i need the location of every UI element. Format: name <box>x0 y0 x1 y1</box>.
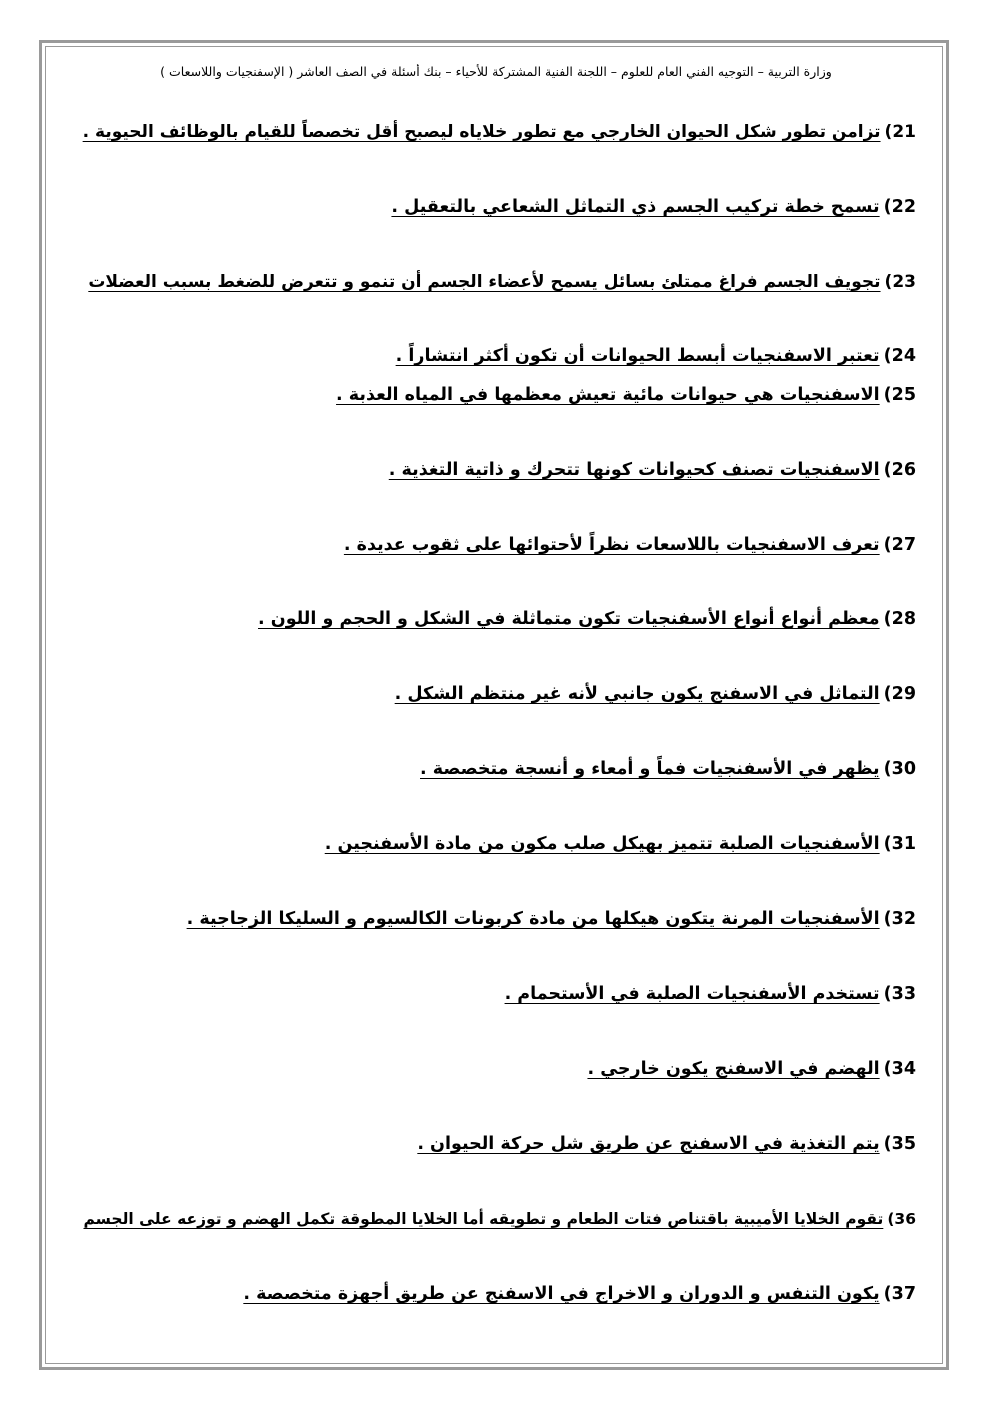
question-text: الاسفنجيات هي حيوانات مائية تعيش معظمها في المياه العذبة . <box>336 385 880 405</box>
question-26 <box>389 457 916 483</box>
question-27 <box>344 532 916 558</box>
question-32 <box>187 906 916 932</box>
question-number: 24) <box>883 346 916 366</box>
question-number: 31) <box>883 834 916 854</box>
question-28 <box>258 606 916 632</box>
question-25 <box>336 382 916 408</box>
question-31 <box>325 831 916 857</box>
question-number: 27) <box>883 535 916 555</box>
question-text: تجويف الجسم فراغ ممتلئ بسائل يسمح لأعضاء الجسم أن تنمو و تتعرض للضغط بسبب العضلات <box>88 272 881 292</box>
question-number: 29) <box>883 684 916 704</box>
question-number: 30) <box>883 759 916 779</box>
question-text: الهضم في الاسفنج يكون خارجي . <box>587 1059 880 1079</box>
question-29 <box>395 681 916 707</box>
question-number: 22) <box>883 197 916 217</box>
question-24 <box>396 343 916 369</box>
question-text: تقوم الخلايا الأميبية باقتناص فتات الطعام و تطويقه أما الخلايا المطوقة تكمل الهضم و توزعه على الجسم <box>83 1210 884 1228</box>
question-text: الاسفنجيات تصنف كحيوانات كونها تتحرك و ذاتية التغذية . <box>388 460 880 480</box>
question-22 <box>391 194 916 220</box>
question-number: 21) <box>884 122 916 142</box>
question-text: التماثل في الاسفنج يكون جانبي لأنه غير منتظم الشكل . <box>394 684 880 704</box>
question-number: 26) <box>883 460 916 480</box>
question-text: تعرف الاسفنجيات باللاسعات نظراً لأحتوائها على ثقوب عديدة . <box>343 535 880 555</box>
question-text: الأسفنجيات المرنة يتكون هيكلها من مادة كربونات الكالسيوم و السليكا الزجاجية . <box>186 909 880 929</box>
question-number: 34) <box>883 1059 916 1079</box>
question-21 <box>83 119 916 145</box>
question-number: 28) <box>883 609 916 629</box>
question-number: 35) <box>883 1134 916 1154</box>
question-text: يكون التنفس و الدوران و الاخراج في الاسفنج عن طريق أجهزة متخصصة . <box>243 1284 880 1304</box>
question-35 <box>417 1131 916 1157</box>
question-number: 36) <box>887 1210 916 1228</box>
question-number: 25) <box>883 385 916 405</box>
question-text: الأسفنجيات الصلبة تتميز بهيكل صلب مكون من مادة الأسفنجين . <box>324 834 880 854</box>
question-number: 33) <box>883 984 916 1004</box>
question-text: تزامن تطور شكل الحيوان الخارجي مع تطور خلاياه ليصبح أقل تخصصاً للقيام بالوظائف الحيوية . <box>82 122 881 142</box>
page-header: وزارة التربية – التوجيه الفني العام للعلوم – اللجنة الفنية المشتركة للأحياء – بنك أسئلة في الصف العاشر ( الإسفنجيات واللاسعات ) <box>160 64 832 79</box>
question-30 <box>420 756 916 782</box>
question-23 <box>88 269 916 295</box>
question-text: يظهر في الأسفنجيات فماً و أمعاء و أنسجة متخصصة . <box>420 759 880 779</box>
question-text: تعتبر الاسفنجيات أبسط الحيوانات أن تكون أكثر انتشاراً . <box>395 346 880 366</box>
question-37 <box>243 1281 916 1307</box>
question-33 <box>505 981 916 1007</box>
question-text: يتم التغذية في الاسفنج عن طريق شل حركة الحيوان . <box>417 1134 880 1154</box>
question-number: 37) <box>883 1284 916 1304</box>
question-text: تستخدم الأسفنجيات الصلبة في الأستحمام . <box>504 984 880 1004</box>
question-number: 32) <box>883 909 916 929</box>
question-text: تسمح خطة تركيب الجسم ذي التماثل الشعاعي بالتعقيل . <box>391 197 880 217</box>
question-number: 23) <box>884 272 916 292</box>
question-text: معظم أنواع أنواع الأسفنجيات تكون متماثلة في الشكل و الحجم و اللون . <box>258 609 880 629</box>
question-34 <box>587 1056 916 1082</box>
question-36 <box>83 1206 916 1232</box>
